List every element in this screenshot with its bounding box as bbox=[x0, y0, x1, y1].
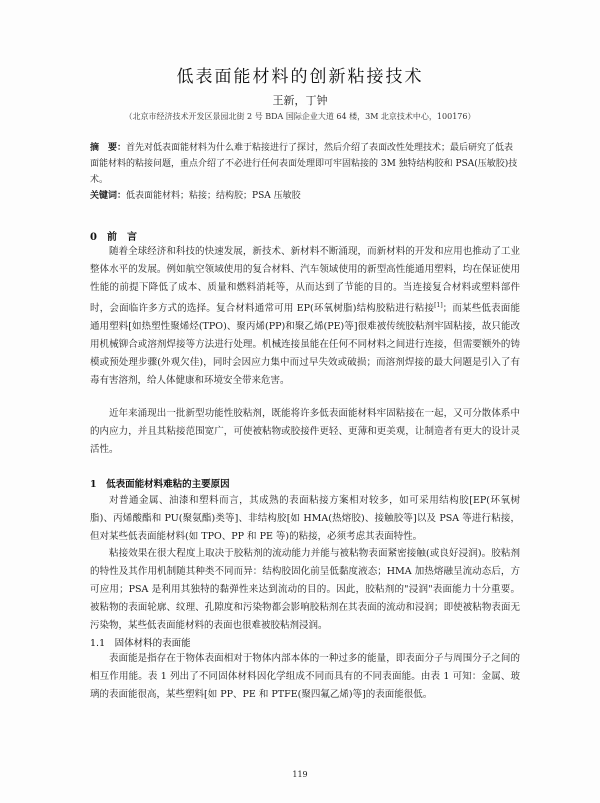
paper-authors: 王新，丁钟 bbox=[272, 94, 328, 107]
section-1-heading: 1 低表面能材料难粘的主要原因 bbox=[90, 479, 230, 490]
keywords-text: 低表面能材料；粘接；结构胶；PSA 压敏胶 bbox=[126, 191, 301, 201]
citation-ref: [1] bbox=[434, 302, 443, 309]
paper-title: 低表面能材料的创新粘接技术 bbox=[176, 67, 424, 87]
section-1-paragraph-1: 对普通金属、油漆和塑料而言，其成熟的表面粘接方案相对较多，如可采用结构胶[EP(环氧树脂)、丙烯酸酯和 PU(聚氨酯)类等]、非结构胶[如 HMA(热熔胶)、接触胶等]以及 PSA 等进行粘接，但对某些低表面能材料(如 TPO、PP 和 PE 等)的粘接，必须考虑其表面特性。 bbox=[90, 495, 520, 542]
section-0-paragraph-1-part-a: 随着全球经济和科技的快速发展，新技术、新材料不断涌现，而新材料的开发和应用也推动了工业整体水平的发展。例如航空领域使用的复合材料、汽车领域使用的新型高性能通用塑料，均在保证使用性能的前提下降低了成本、质量和燃料消耗等，从而达到了节能的目的。当连接复合材料或塑料部件时，会面临许多方式的选择。复合材料通常可用 EP(环氧树脂)结构胶粘进行粘接 bbox=[90, 246, 520, 315]
abstract-block bbox=[90, 140, 520, 188]
section-1-1-paragraph-1: 表面能是指存在于物体表面相对于物体内部本体的一种过多的能量，即表面分子与周围分子之间的相互作用能。表 1 列出了不同固体材料因化学组成不同而具有的不同表面能。由表 1 可知：金属、玻璃的表面能很高，某些塑料[如 PP、PE 和 PTFE(聚四氟乙烯)等]的表面能很低。 bbox=[90, 653, 520, 700]
section-0-heading: 0 前 言 bbox=[90, 232, 137, 243]
abstract-label: 摘 要： bbox=[90, 143, 127, 153]
section-0-paragraph-2: 近年来涌现出一批新型功能性胶粘剂，既能将许多低表面能材料牢固粘接在一起，又可分散体系中的内应力，并且其粘接范围宽广，可使被粘物或胶接件更轻、更薄和更美观，让制造者有更大的设计灵活性。 bbox=[90, 408, 520, 455]
section-0-paragraph-1 bbox=[90, 243, 520, 390]
page-number: 119 bbox=[292, 770, 308, 779]
section-1-1-heading: 1.1 固体材料的表面能 bbox=[90, 638, 191, 649]
keywords-label: 关键词： bbox=[90, 191, 127, 201]
paper-affiliation: （北京市经济技术开发区景园北街 2 号 BDA 国际企业大道 64 楼，3M 北京技术中心，100176） bbox=[124, 112, 476, 121]
abstract-text: 首先对低表面能材料为什么难于粘接进行了探讨，然后介绍了表面改性处理技术；最后研究了低表面能材料的粘接问题，重点介绍了不必进行任何表面处理即可牢固粘接的 3M 独特结构胶和 PSA(压敏胶)技术。 bbox=[90, 143, 518, 185]
section-0-paragraph-1-part-b: ；而某些低表面能通用塑料[如热塑性聚烯烃(TPO)、聚丙烯(PP)和聚乙烯(PE)等]很难被传统胶粘剂牢固粘接，故只能改用机械铆合或溶剂焊接等方法进行处理。机械连接虽能在任何不同材料之间进行连接，但需要额外的铸模或预处理步骤(外观欠佳)，同时会因应力集中而过早失效或破损；而溶剂焊接的最大问题是引入了有毒有害溶剂，给人体健康和环境安全带来危害。 bbox=[90, 303, 520, 387]
section-1-paragraph-2: 粘接效果在很大程度上取决于胶粘剂的流动能力并能与被粘物表面紧密接触(或良好浸润)。胶粘剂的特性及其作用机制随其种类不同而异：结构胶固化前呈低黏度液态；HMA 加热熔融呈流动态后，方可应用；PSA 是利用其独特的黏弹性来达到流动的目的。因此，胶粘剂的"浸润"表面能力十分重要。被粘物的表面轮廓、纹理、孔隙度和污染物都会影响胶粘剂在其表面的流动和浸润；即使被粘物表面无污染物，某些低表面能材料的表面也很难被胶粘剂浸润。 bbox=[90, 548, 520, 631]
keywords-block bbox=[90, 188, 520, 204]
